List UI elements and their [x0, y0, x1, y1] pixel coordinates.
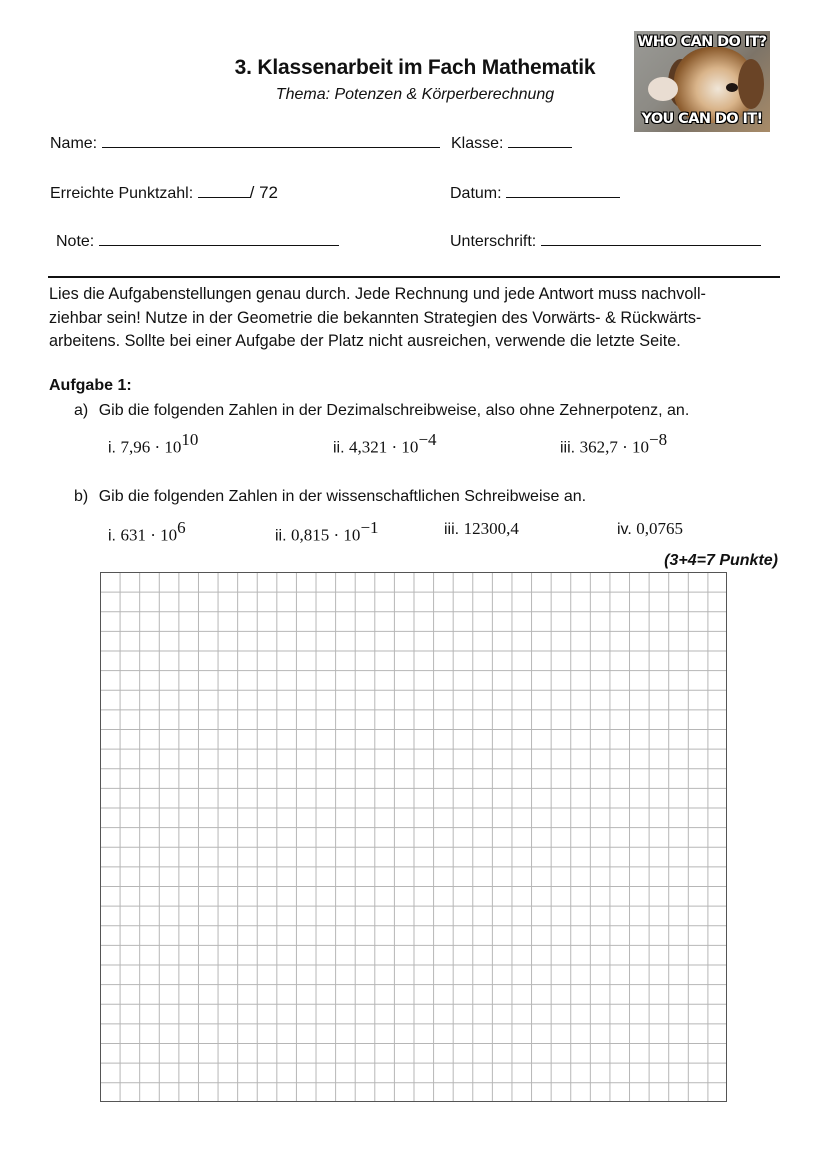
instruction-line: Lies die Aufgabenstellungen genau durch. Jede Rechnung und jede Antwort muss nachvoll- [49, 285, 706, 303]
unterschrift-field[interactable] [450, 231, 761, 251]
task-1b-item-iv [617, 519, 683, 539]
unterschrift-input-line[interactable] [541, 231, 761, 246]
klasse-label: Klasse: [451, 135, 504, 152]
punktzahl-label: Erreichte Punktzahl: [50, 185, 194, 202]
meme-bottom-text: YOU CAN DO IT! [641, 111, 763, 127]
exam-title: 3. Klassenarbeit im Fach Mathematik [234, 56, 596, 79]
item-number: i. [108, 527, 116, 545]
note-input-line[interactable] [99, 231, 339, 246]
item-number: iii. [560, 439, 576, 457]
item-number: iv. [617, 521, 632, 538]
task-1b-item-ii [275, 519, 379, 545]
motivational-meme-image [634, 31, 770, 132]
item-base: 7,96 · 10 [120, 437, 182, 457]
task-1b-item-iii [444, 519, 519, 539]
note-label: Note: [56, 233, 95, 250]
task-1a-item-i [108, 431, 198, 457]
instructions-paragraph [49, 283, 789, 354]
item-exponent: −1 [360, 518, 379, 537]
item-base: 631 · 10 [120, 525, 178, 545]
item-base: 4,321 · 10 [349, 437, 419, 457]
datum-input-line[interactable] [506, 183, 620, 198]
task-1a-item-iii [560, 431, 667, 457]
klasse-field[interactable] [451, 133, 572, 153]
dog-ear-right [738, 59, 764, 109]
datum-label: Datum: [450, 185, 502, 202]
name-input-line[interactable] [102, 133, 440, 148]
task-1a-label: a) [74, 402, 89, 419]
punktzahl-input-line[interactable] [198, 183, 250, 198]
item-number: ii. [275, 527, 287, 545]
unterschrift-label: Unterschrift: [450, 233, 537, 250]
task-1a [74, 402, 689, 420]
note-field[interactable] [56, 231, 339, 251]
item-exponent: 10 [181, 430, 199, 449]
answer-grid[interactable] [100, 572, 727, 1102]
item-exponent: −8 [648, 430, 668, 449]
item-number: ii. [333, 439, 345, 457]
item-base: 0,0765 [636, 519, 684, 538]
exam-subtitle: Thema: Potenzen & Körperberechnung [275, 86, 555, 103]
task-1-points: (3+4=7 Punkte) [664, 552, 778, 569]
klasse-input-line[interactable] [508, 133, 572, 148]
task-1b [74, 488, 586, 506]
name-label: Name: [50, 135, 98, 152]
item-base: 0,815 · 10 [291, 525, 361, 545]
task-1a-item-ii [333, 431, 437, 457]
task-1b-item-i [108, 519, 186, 545]
item-exponent: −4 [418, 430, 437, 449]
item-number: i. [108, 439, 116, 457]
item-exponent: 6 [177, 518, 186, 537]
meme-top-text: WHO CAN DO IT? [637, 34, 767, 50]
dog-nose [726, 83, 738, 92]
punktzahl-max: / 72 [249, 183, 278, 202]
datum-field[interactable] [450, 183, 620, 203]
item-base: 362,7 · 10 [579, 437, 649, 457]
instruction-line: arbeitens. Sollte bei einer Aufgabe der Platz nicht ausreichen, verwende die letzte Seite. [49, 332, 681, 350]
item-number: iii. [444, 521, 460, 538]
task-1b-text: Gib die folgenden Zahlen in der wissenschaftlichen Schreibweise an. [98, 488, 587, 505]
instruction-line: ziehbar sein! Nutze in der Geometrie die bekannten Strategien des Vorwärts- & Rückwärts- [49, 308, 702, 327]
task-1b-label: b) [74, 488, 89, 505]
header-divider [48, 276, 780, 278]
task-1a-text: Gib die folgenden Zahlen in der Dezimalschreibweise, also ohne Zehnerpotenz, an. [98, 402, 690, 419]
dog-paw [648, 77, 678, 101]
task-1-heading: Aufgabe 1: [49, 377, 132, 394]
name-field[interactable] [50, 133, 440, 153]
punktzahl-field[interactable] [50, 183, 278, 203]
item-base: 12300,4 [463, 519, 519, 538]
